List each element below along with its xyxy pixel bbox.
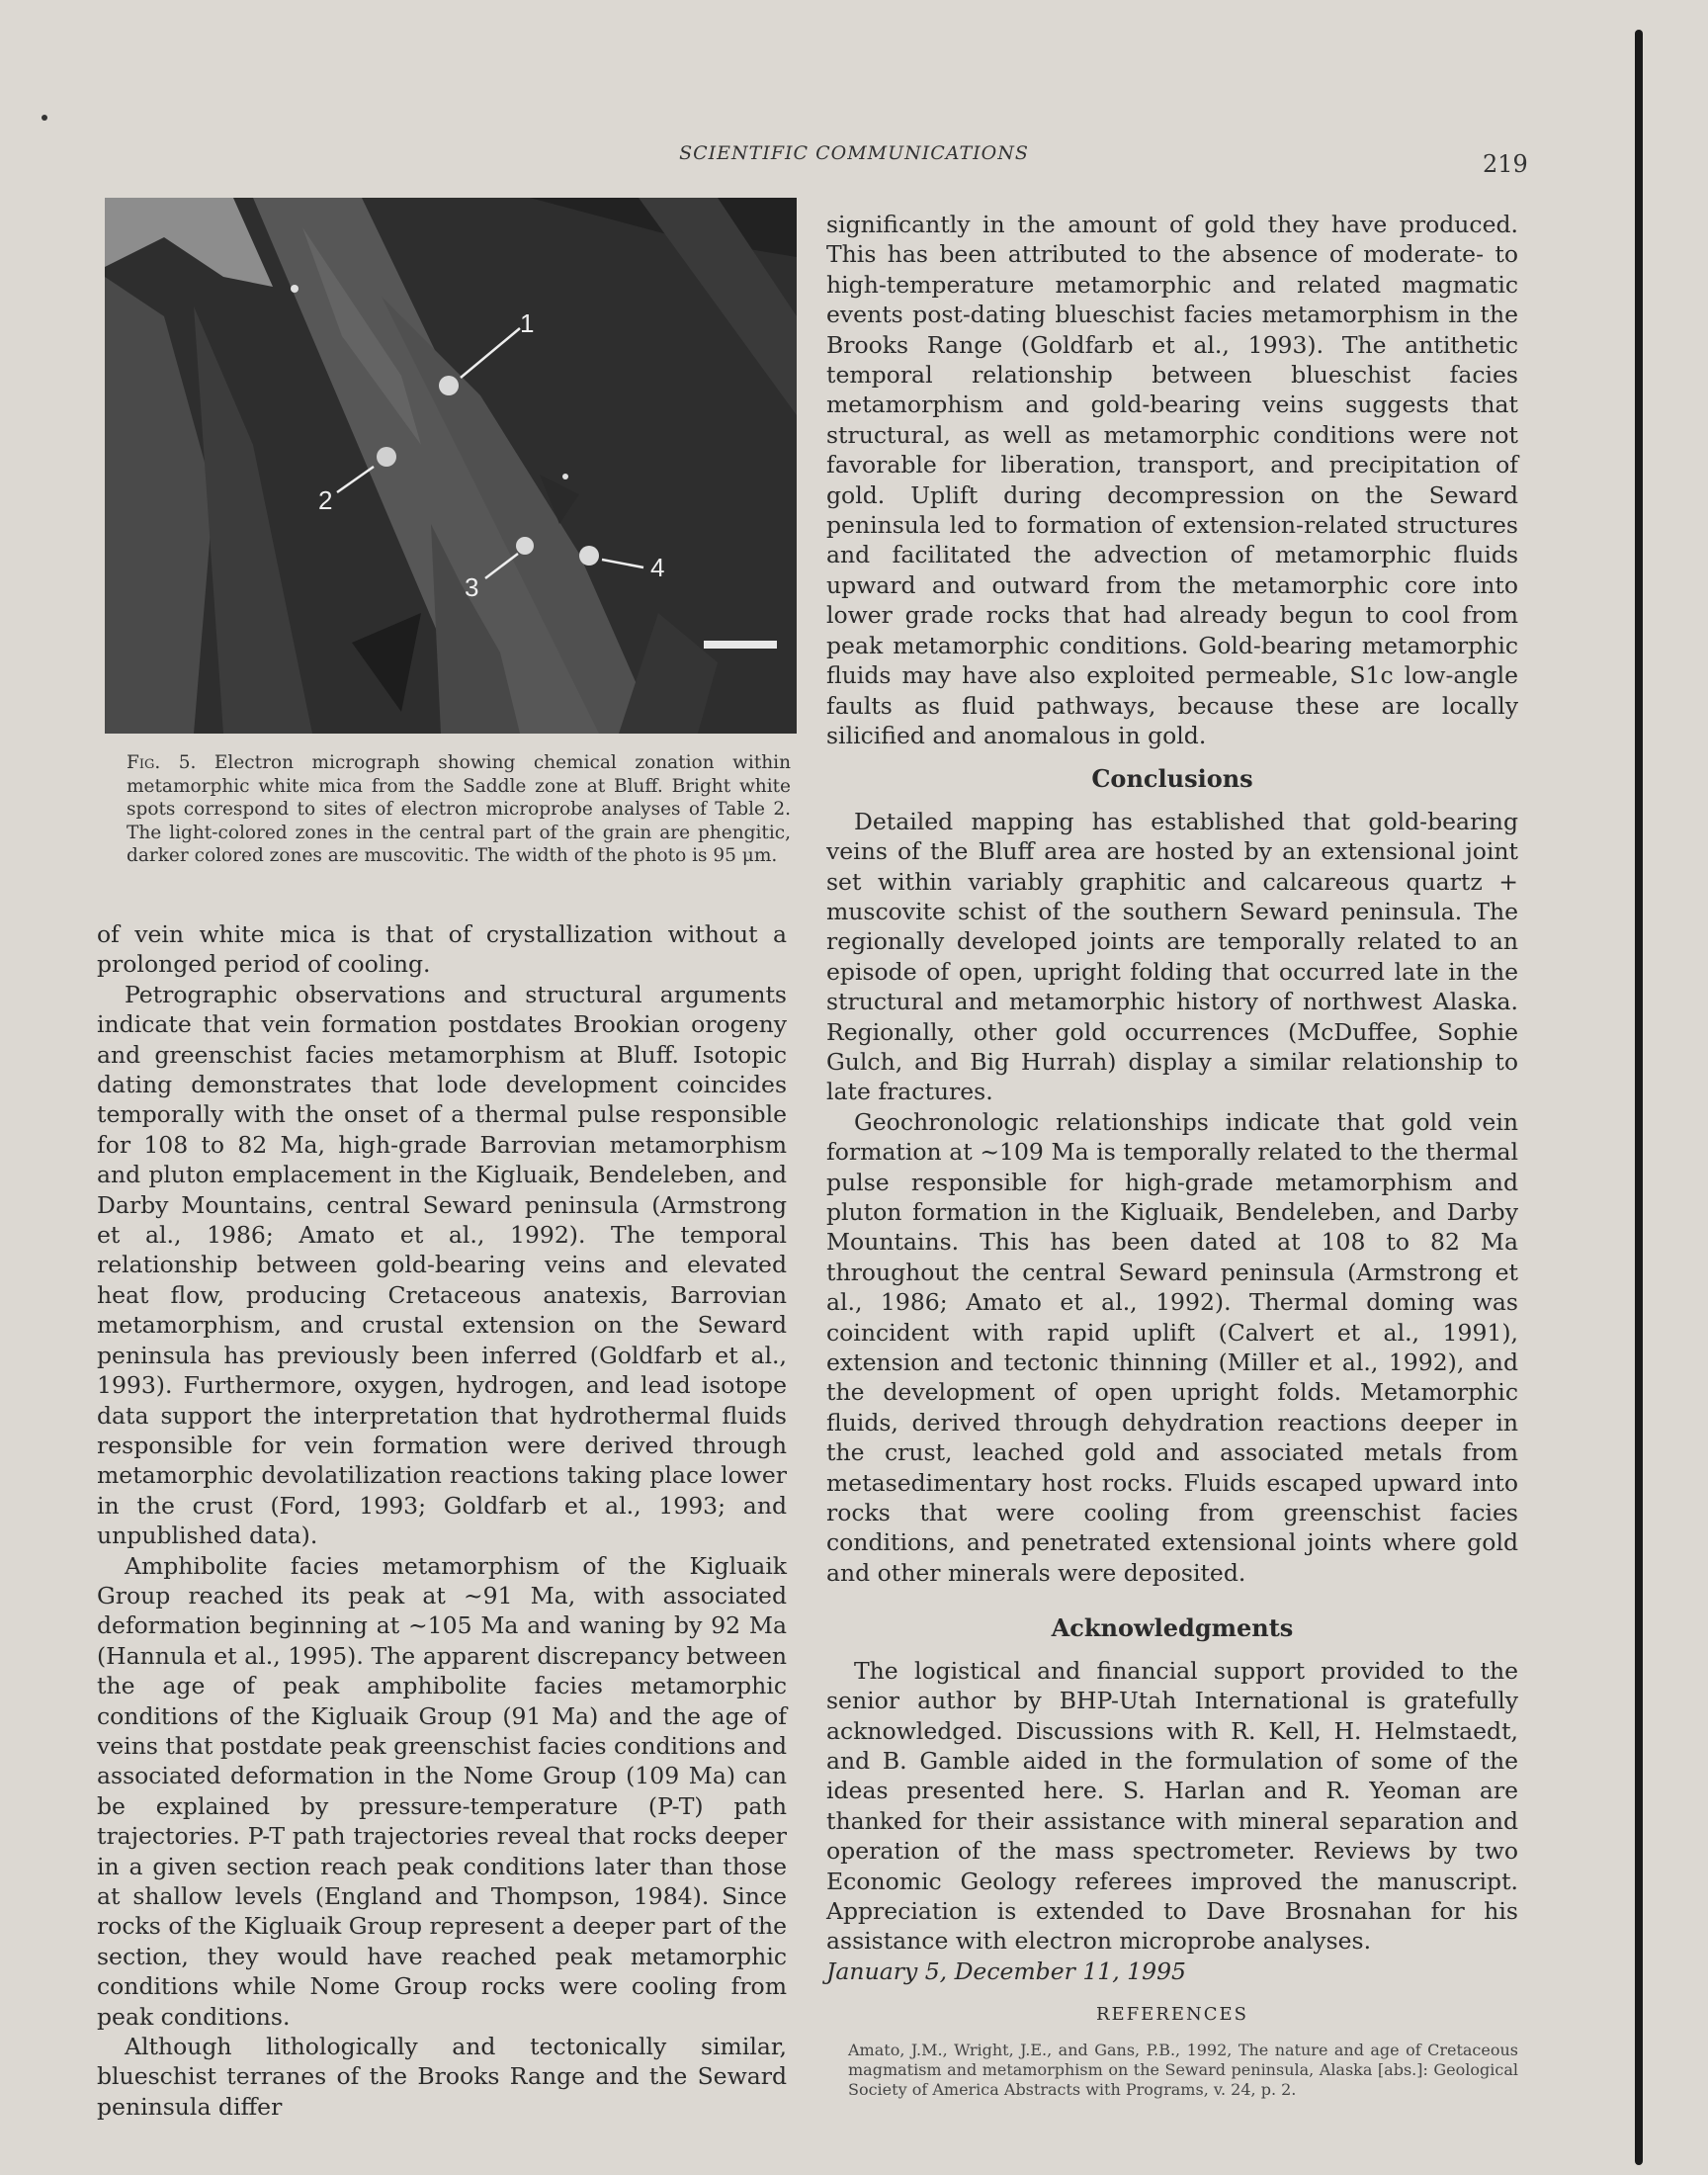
figure-caption (127, 751, 791, 868)
right-column (826, 210, 1518, 2100)
left-paragraph: Amphibolite facies metamorphism of the Kigluaik Group reached its peak at ~91 Ma, with associated deformation beginning at ~105 Ma and waning by 92 Ma (Hannula et al., 1995). The apparent discrepancy between the age of peak amphibolite facies metamorphic conditions of the Kigluaik Group (91 Ma) and the age of veins that postdate peak greenschist facies conditions and associated deformation in the Nome Group (109 Ma) can be explained by pressure-temperature (P-T) path trajectories. P-T path trajectories reveal that rocks deeper in a given section reach peak conditions later than those at shallow levels (England and Thompson, 1984). Since rocks of the Kigluaik Group represent a deeper part of the section, they would have reached peak metamorphic conditions while Nome Group rocks were cooling from peak conditions. (97, 1551, 787, 2031)
page-edge (1635, 30, 1643, 2165)
right-intro-paragraph: significantly in the amount of gold they have produced. This has been attributed to the absence of moderate- to high-temperature metamorphic and related magmatic events post-dating blueschist facies metamorphism in the Brooks Range (Goldfarb et al., 1993). The antithetic temporal relationship between blueschist facies metamorphism and gold-bearing veins suggests that structural, as well as metamorphic conditions were not favorable for liberation, transport, and precipitation of gold. Uplift during decompression on the Seward peninsula led to formation of extension-related structures and facilitated the advection of metamorphic fluids upward and outward from the metamorphic core into lower grade rocks that had already begun to cool from peak metamorphic conditions. Gold-bearing metamorphic fluids may have also exploited permeable, S1c low-angle faults as fluid pathways, because these are locally silicified and anomalous in gold. (826, 211, 1518, 749)
running-head: SCIENTIFIC COMMUNICATIONS (679, 142, 1029, 164)
acknowledgments-heading: Acknowledgments (1051, 1613, 1294, 1643)
electron-micrograph (105, 198, 797, 734)
acknowledgments-paragraph: The logistical and financial support provided to the senior author by BHP-Utah International is gratefully acknowledged. Discussions with R. Kell, H. Helmstaedt, and B. Gamble aided in the formulation of some of the ideas presented here. S. Harlan and R. Yeoman are thanked for their assistance with mineral separation and operation of the mass spectrometer. Reviews by two Economic Geology referees improved the manuscript. Appreciation is extended to Dave Brosnahan for his assistance with electron microprobe analyses. (826, 1656, 1518, 1956)
conclusions-heading: Conclusions (1091, 764, 1253, 794)
micrograph-label-2: 2 (318, 485, 333, 515)
caption-text: Electron micrograph showing chemical zonation within metamorphic white mica from the Saddle zone at Bluff. Bright white spots correspond to sites of electron microprobe analyses of Table 2. The light-colored zones in the central part of the grain are phengitic, darker colored zones are muscovitic. The width of the photo is 95 μm. (127, 752, 791, 866)
left-paragraph: Petrographic observations and structural arguments indicate that vein formation postdates Brookian orogeny and greenschist facies metamorphism at Bluff. Isotopic dating demonstrates that lode development coincides temporally with the onset of a thermal pulse responsible for 108 to 82 Ma, high-grade Barrovian metamorphism and pluton emplacement in the Kigluaik, Bendeleben, and Darby Mountains, central Seward peninsula (Armstrong et al., 1986; Amato et al., 1992). The temporal relationship between gold-bearing veins and elevated heat flow, producing Cretaceous anatexis, Barrovian metamorphism, and crustal extension on the Seward peninsula has previously been inferred (Goldfarb et al., 1993). Furthermore, oxygen, hydrogen, and lead isotope data support the interpretation that hydrothermal fluids responsible for vein formation were derived through metamorphic devolatilization reactions taking place lower in the crust (Ford, 1993; Goldfarb et al., 1993; and unpublished data). (97, 980, 787, 1550)
page-number: 219 (1483, 150, 1528, 178)
micrograph-label-3: 3 (465, 572, 479, 602)
reference-entry: Amato, J.M., Wright, J.E., and Gans, P.B., 1992, The nature and age of Cretaceous magmatism and metamorphism on the Seward peninsula, Alaska [abs.]: Geological Society of America Abstracts with Programs, v. 24, p. 2. (848, 2040, 1518, 2099)
left-paragraph: Although lithologically and tectonically similar, blueschist terranes of the Brooks Range and the Seward peninsula differ (97, 2033, 787, 2121)
left-column (97, 919, 787, 2122)
micrograph-image (105, 198, 797, 734)
dateline: January 5, December 11, 1995 (826, 1957, 1186, 1985)
left-paragraph: of vein white mica is that of crystallization without a prolonged period of cooling. (97, 920, 787, 979)
ink-speck (42, 115, 47, 121)
conclusions-paragraph: Geochronologic relationships indicate that gold vein formation at ~109 Ma is temporally related to the thermal pulse responsible for high-grade metamorphism and pluton formation in the Kigluaik, Bendeleben, and Darby Mountains. This has been dated at 108 to 82 Ma throughout the central Seward peninsula (Armstrong et al., 1986; Amato et al., 1992). Thermal doming was coincident with rapid uplift (Calvert et al., 1991), extension and tectonic thinning (Miller et al., 1992), and the development of open upright folds. Metamorphic fluids, derived through dehydration reactions deeper in the crust, leached gold and associated metals from metasedimentary host rocks. Fluids escaped upward into rocks that were cooling from greenschist facies conditions, and penetrated extensional joints where gold and other minerals were deposited. (826, 1107, 1518, 1587)
caption-label: Fig. 5. (127, 752, 197, 773)
micrograph-label-4: 4 (650, 553, 665, 582)
micrograph-label-1: 1 (520, 308, 535, 338)
conclusions-paragraph: Detailed mapping has established that gold-bearing veins of the Bluff area are hosted by an extensional joint set within variably graphitic and calcareous quartz + muscovite schist of the southern Seward peninsula. The regionally developed joints are temporally related to an episode of open, upright folding that occurred late in the structural and metamorphic history of northwest Alaska. Regionally, other gold occurrences (McDuffee, Sophie Gulch, and Big Hurrah) display a similar relationship to late fractures. (826, 807, 1518, 1106)
references-heading: REFERENCES (1095, 2004, 1248, 2026)
